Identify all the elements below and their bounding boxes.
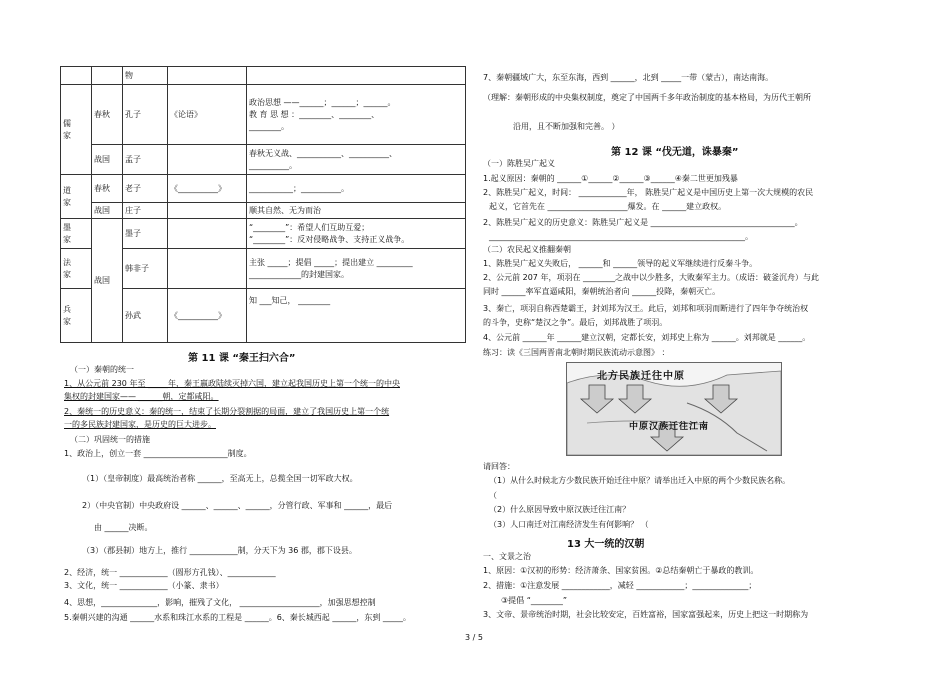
school-mo: 墨 家 [61,219,92,249]
paragraph-line: 请回答： [483,462,515,471]
school-ru: 儒 家 [61,85,92,175]
map-label-south: 中原汉族迁往江南 [629,422,710,432]
idea-cell: ___________；__________。 [247,175,466,203]
lesson-13-title: 13 大一统的汉朝 [567,539,645,550]
map-label-north: 北方民族迁往中原 [597,371,685,382]
page-number: 3 / 5 [465,633,483,642]
paragraph-line: ③提倡 “________” [501,596,568,605]
section-heading: （二）巩固统一的措施 [70,435,150,444]
idea-line: 教 育 思 想 ：________、________、 [249,109,380,119]
paragraph-line: （3）（郡县制）地方上，推行 ____________制，分天下为 36 郡，郡下设县。 [82,546,357,555]
idea-cell [247,219,466,249]
paragraph-line: 2、陈胜吴广起义，时间： ____________年， 陈胜吴广起义是中国历史上第一次大规模的农民 [483,188,814,197]
paragraph-line: ________________________________________________________________。 [489,232,753,241]
idea-cell [247,249,466,289]
school-bing: 兵 家 [61,289,92,343]
idea-line: “________”：希望人们互助互爱； [249,222,370,232]
table-cell [168,145,247,175]
idea-line: “________”：反对侵略战争、支持正义战争。 [249,234,410,244]
table-cell [168,219,247,249]
person-cell: 老子 [123,175,168,203]
era-cell: 春秋 [92,175,123,203]
paragraph-line: 1、原因：①汉初的形势：经济萧条、国家贫困。②总结秦朝亡于暴政的教训。 [483,566,759,575]
paragraph-line: 由 ______决断。 [94,523,153,532]
table-cell [61,67,92,85]
era-cell: 战国 [92,219,123,343]
person-cell: 庄子 [123,203,168,219]
paragraph-line: （1）（皇帝制度）最高统治者称 ______，至高无上，总揽全国一切军政大权。 [82,474,358,483]
idea-cell: 知 ___知己， ________ [247,289,466,343]
question-line: （ [489,491,497,500]
paragraph-line: 4、公元前 ______年 ______建立汉朝，定都长安，刘邦史上称为 ______。刘邦就是 ______。 [483,333,811,342]
person-cell: 孔子 [123,85,168,145]
table-cell [168,67,247,85]
paragraph-line: 1.起义原因：秦朝的 ______①______②______③______④秦二世更加残暴 [483,174,738,183]
book-cell: 《论语》 [168,85,247,145]
idea-line: _____________的封建国家。 [249,269,349,279]
paragraph-line: 2）（中央官制）中央政府设 ______、______、______，分管行政、军事和 ______，最后 [82,501,393,510]
schools-table [60,66,466,343]
paragraph-line: 3、文帝、景帝统治时期，社会比较安定，百姓富裕，国家富强起来，历史上把这一时期称为 [483,610,809,619]
table-cell [168,203,247,219]
section-heading: 一、文景之治 [483,552,531,561]
paragraph-line: （理解：秦朝形成的中央集权制度，奠定了中国两千多年政治制度的基本格局，为历代王朝所 [483,93,811,102]
paragraph-line: 2、秦统一的历史意义：秦的统一，结束了长期分裂割据的局面，建立了我国历史上第一个统 [64,407,390,416]
school-fa: 法 家 [61,249,92,289]
idea-line: 主张 _____；提倡 _____；提出建立 _________ [249,257,413,267]
school-dao: 道 家 [61,175,92,219]
paragraph-line: 1、从公元前 230 年至 _____年，秦王嬴政陆续灭掉六国，建立起我国历史上第一个统一的中央 [64,379,400,388]
section-heading: （一）秦朝的统一 [70,365,134,374]
person-cell: 孙武 [123,289,168,343]
paragraph-line: 1、政治上，创立一套 _____________________制度。 [64,449,252,458]
paragraph-line: 起义，它首先在 ____________________爆发。在 ______建立政权。 [489,202,727,211]
question-line: （3）人口南迁对江南经济发生有何影响？ （ [489,520,649,529]
era-cell: 春秋 [92,85,123,145]
lesson-12-title: 第 12 课 “伐无道，诛暴秦” [611,147,739,158]
paragraph-line: 2、陈胜吴广起义的历史意义：陈胜吴广起义是 ____________________________________。 [483,218,803,227]
person-cell: 墨子 [123,219,168,249]
era-cell: 战国 [92,203,123,219]
idea-line: 春秋无义战、___________、__________、 [249,148,397,158]
era-cell: 战国 [92,145,123,175]
paragraph-line: 同时 ______率军直逼咸阳，秦朝统治者向 ______投降，秦朝灭亡。 [483,287,721,296]
paragraph-line: 的斗争，史称“楚汉之争”。最后，刘邦战胜了项羽。 [483,318,668,327]
table-cell [92,67,123,85]
person-cell: 韩非子 [123,249,168,289]
paragraph-line: 7、秦朝疆域广大，东至东海，西到 ______，北到 _____一带（蒙古），南达南海。 [483,73,774,82]
paragraph-line: 1、陈胜吴广起义失败后， ______和 ______领导的起义军继续进行反秦斗争。 [483,259,758,268]
lesson-11-title: 第 11 课 “秦王扫六合” [188,353,296,364]
paragraph-line: 2、措施：①注意发展 ____________，减轻 ____________；______________； [483,581,757,590]
idea-line: __________。 [249,160,297,170]
idea-line: ________。 [249,121,289,131]
paragraph-line: 2、公元前 207 年，项羽在 ________之战中以少胜多，大败秦军主力。（成语：破釜沉舟）与此 [483,273,819,282]
person-cell: 孟子 [123,145,168,175]
table-cell [247,67,466,85]
paragraph-line: 沿用，且不断加强和完善。 ） [513,122,620,131]
question-line: （2）什么原因导致中原汉族迁往江南？ [489,505,631,514]
paragraph-line: 3、秦亡，项羽自称西楚霸王，封刘邦为汉王。此后，刘邦和项羽而断进行了四年争夺统治权 [483,304,809,313]
table-header-wu: 物 [123,67,168,85]
idea-cell: 顺其自然、无为而治 [247,203,466,219]
section-heading: （一）陈胜吴广起义 [483,159,555,168]
section-heading: （二）农民起义推翻秦朝 [483,245,571,254]
table-cell [168,249,247,289]
paragraph-line: 2、经济，统一 ____________（圆形方孔钱）、____________ [64,568,276,577]
idea-cell [247,145,466,175]
idea-line: 政治思想 ——______；______；______。 [249,97,396,107]
paragraph-line: 集权的封建国家—— ______朝，定都咸阳。 [64,392,219,401]
idea-cell [247,85,466,145]
book-cell: 《__________》 [168,175,247,203]
paragraph-line: 练习：读《三国两晋南北朝时期民族流动示意图》 ： [483,348,670,357]
paragraph-line: 4、思想，______________，影响，摧残了文化， ____________________，加强思想控制 [64,598,376,607]
question-line: （1）从什么时候北方少数民族开始迁往中原？请举出迁入中原的两个少数民族名称。 [489,476,791,485]
book-cell: 《__________》 [168,289,247,343]
paragraph-line: 一的多民族封建国家，是历史的巨大进步。 [64,420,216,429]
paragraph-line: 3、文化，统一 ____________（小篆、隶书） [64,581,224,590]
migration-map [566,362,782,456]
paragraph-line: 5.秦朝兴建的沟通 ______水系和珠江水系的工程是 ______。6、秦长城西起 ______，东到 _____。 [64,613,411,622]
